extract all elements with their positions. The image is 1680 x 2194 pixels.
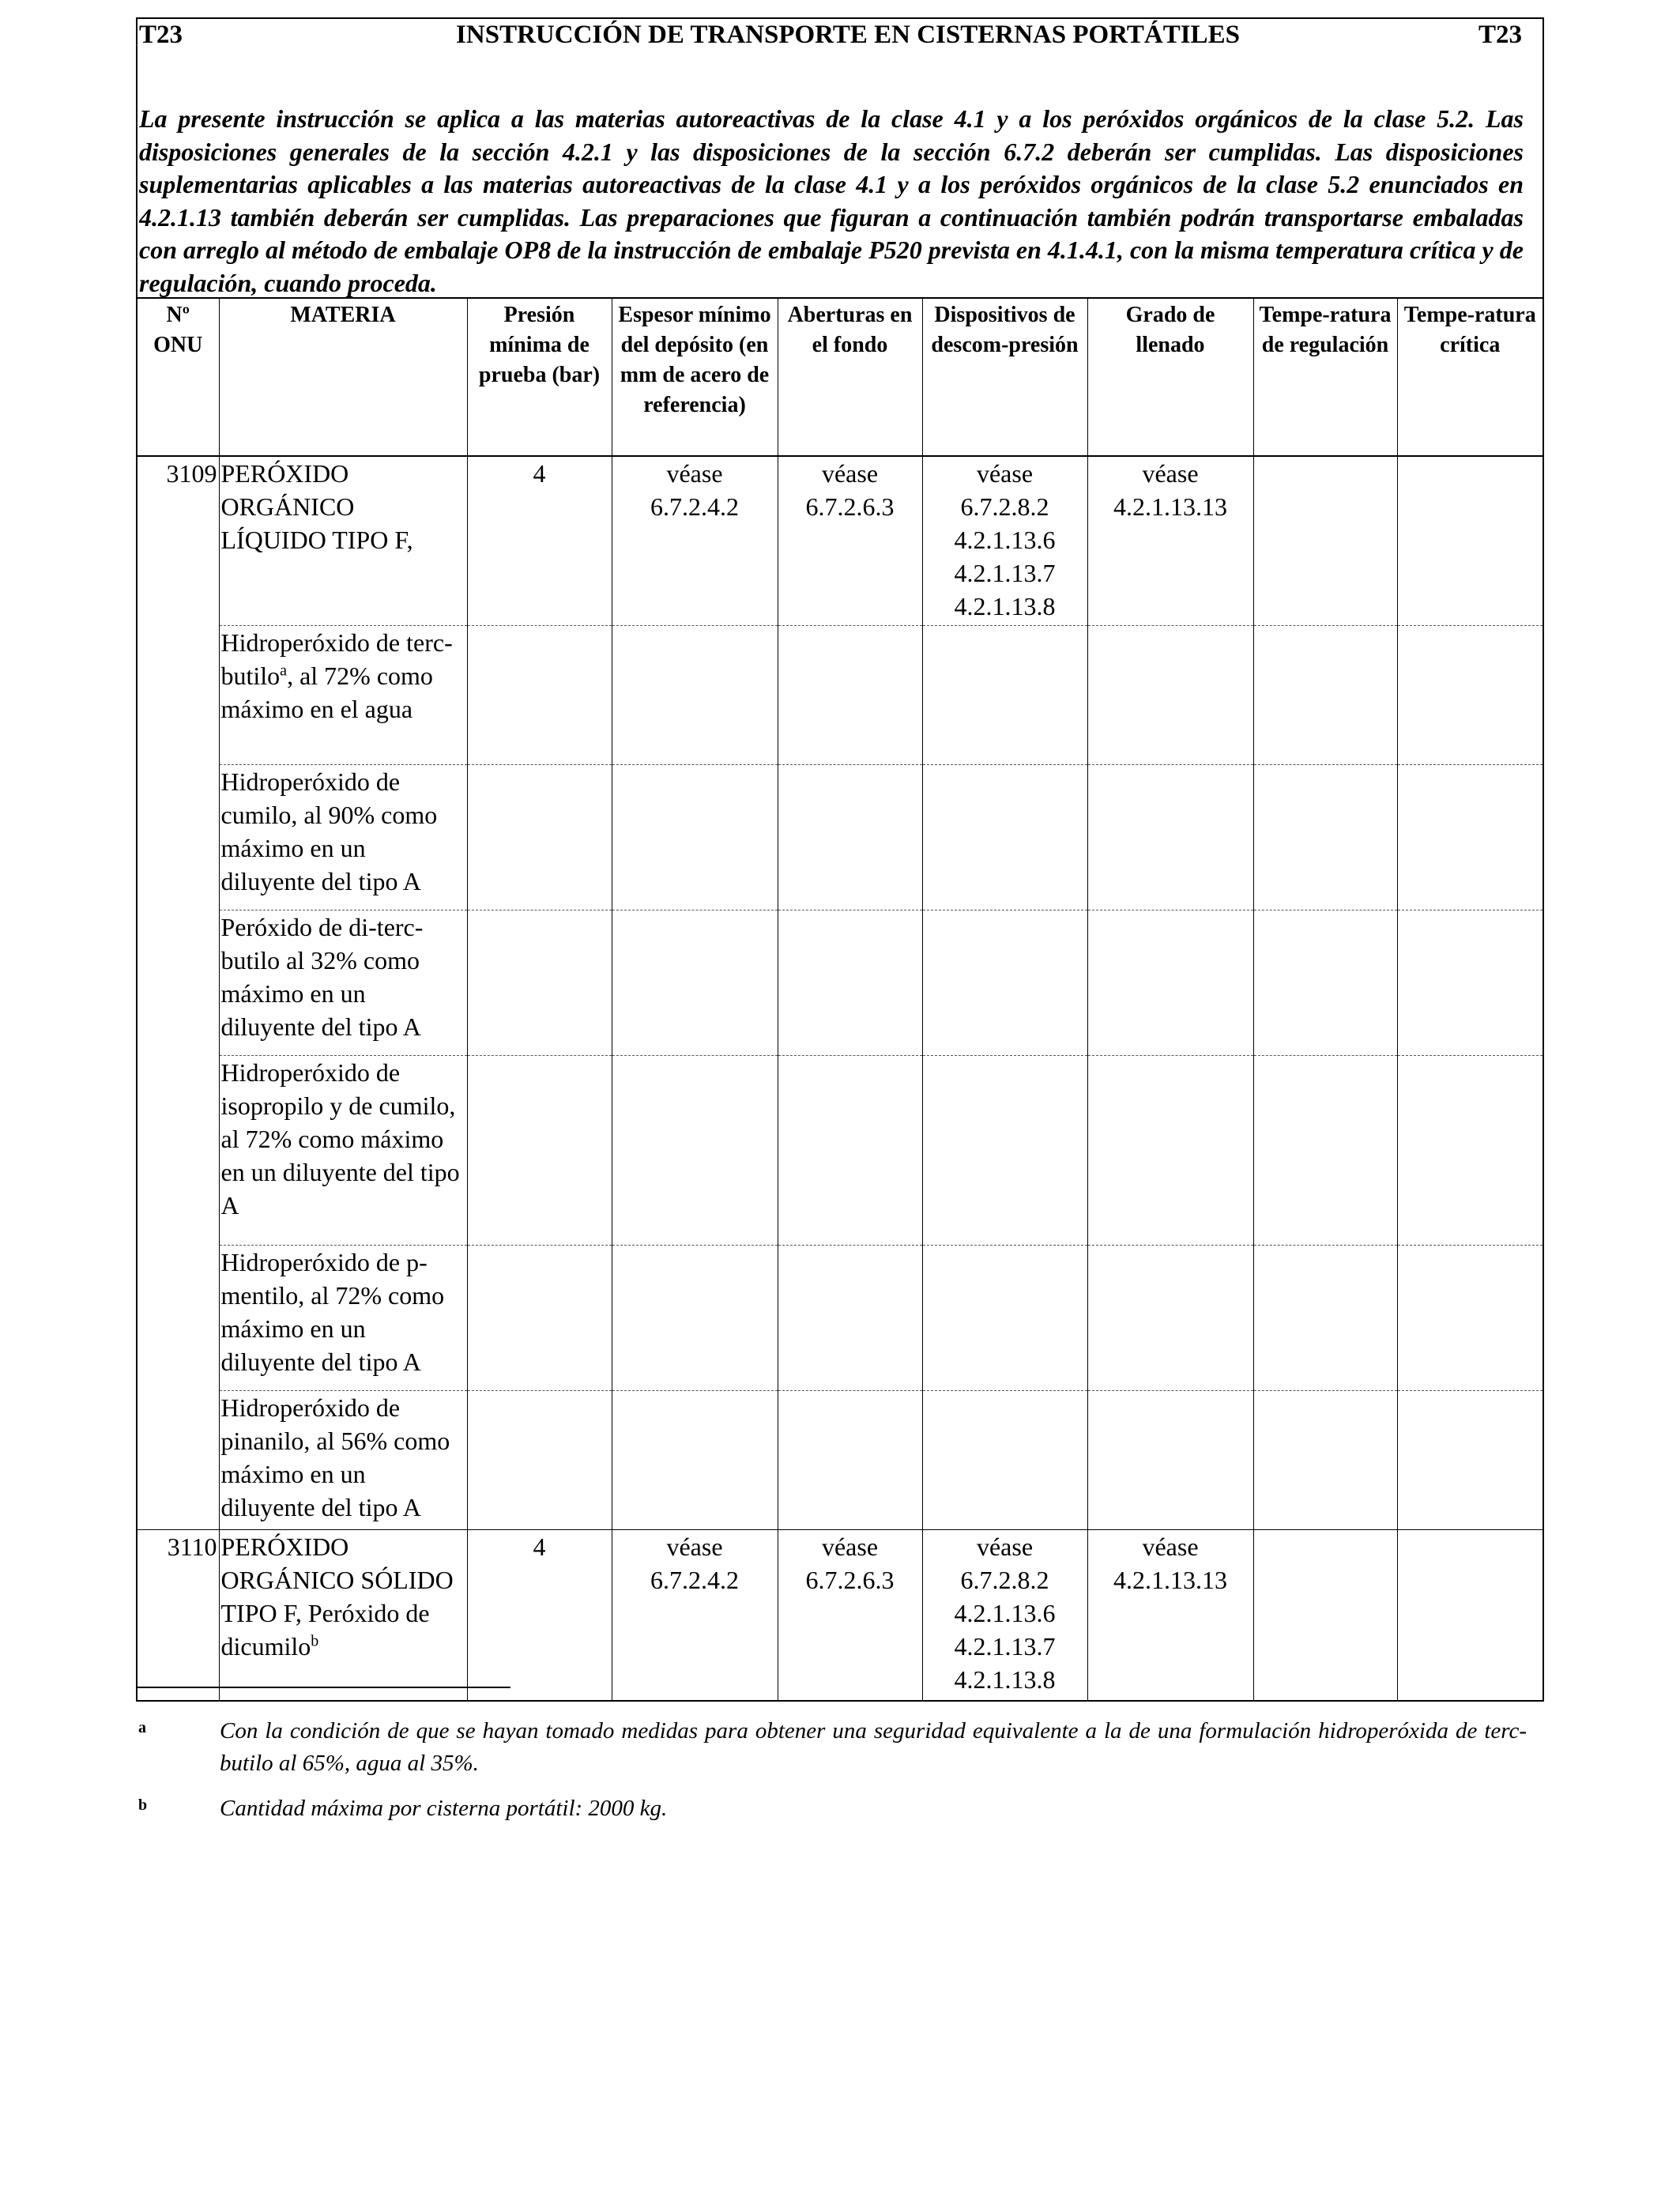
materia-sub-cell: Peróxido de di-terc-butilo al 32% como máximo en un diluyente del tipo A	[219, 910, 467, 1055]
onu-number: 3110	[137, 1529, 219, 1700]
grado-cell	[1087, 456, 1253, 625]
aberturas-cell	[778, 1529, 922, 1700]
dispositivos-line: 4.2.1.13.6	[954, 1598, 1056, 1627]
header-temp-critica: Tempe-ratura crítica	[1397, 298, 1543, 456]
dispositivos-line: véase	[976, 459, 1034, 488]
footnote-a	[136, 1715, 1527, 1780]
footnote-ref-a: a	[280, 661, 288, 679]
temp-regulacion-cell	[1253, 1529, 1397, 1700]
table-header-row	[137, 298, 1543, 456]
grado-cell	[1087, 1529, 1253, 1700]
table-row	[137, 1529, 1543, 1700]
materia-sub-cell: Hidroperóxido de p-mentilo, al 72% como máximo en un diluyente del tipo A	[219, 1245, 467, 1390]
header-materia: MATERIA	[219, 298, 467, 456]
temp-critica-cell	[1397, 456, 1543, 625]
intro-paragraph: La presente instrucción se aplica a las materias autoreactivas de la clase 4.1 y a los peróxidos orgánicos de la clase 5.2. Las disposiciones generales de la sección 4.2.1 y las disposiciones de la sección 6.7.2 deberán ser cumplidas. Las disposiciones suplementarias aplicables a las materias autoreactivas de la clase 4.1 y a los peróxidos orgánicos de la clase 5.2 enunciados en 4.2.1.13 también deberán ser cumplidas. Las preparaciones que figuran a continuación también podrán transportarse embaladas con arreglo al método de embalaje OP8 de la instrucción de embalaje P520 prevista en 4.1.4.1, con la misma temperatura crítica y de regulación, cuando proceda.	[139, 104, 1524, 297]
dispositivos-line: véase	[976, 1532, 1034, 1561]
footnote-mark: b	[138, 1796, 148, 1814]
materia-sub-text: , al 72% como máximo en el agua	[220, 661, 433, 723]
espesor-line: véase	[666, 459, 723, 488]
header-espesor: Espesor mínimo del depósito (en mm de acero de referencia)	[612, 298, 778, 456]
aberturas-line: véase	[821, 1532, 879, 1561]
materia-sub-cell	[219, 625, 467, 764]
espesor-line: véase	[666, 1532, 723, 1561]
temp-regulacion-cell	[1253, 456, 1397, 625]
tank-instruction-table	[137, 297, 1543, 1700]
materia-sub-cell: Hidroperóxido de pinanilo, al 56% como máximo en un diluyente del tipo A	[219, 1390, 467, 1529]
instruction-title: INSTRUCCIÓN DE TRANSPORTE EN CISTERNAS PORTÁTILES	[456, 21, 1240, 49]
grado-line: véase	[1142, 1532, 1199, 1561]
footnote-text: Cantidad máxima por cisterna portátil: 2000 kg.	[220, 1796, 668, 1821]
dispositivos-line: 6.7.2.8.2	[960, 492, 1049, 521]
materia-sub-cell: Hidroperóxido de cumilo, al 90% como máximo en un diluyente del tipo A	[219, 764, 467, 910]
header-dispositivos: Dispositivos de descom-presión	[922, 298, 1087, 456]
materia-sub-text: Hidroperóxido de terc-butilo	[220, 628, 453, 690]
instruction-frame	[136, 17, 1544, 1702]
materia-cell: PERÓXIDO ORGÁNICO LÍQUIDO TIPO F,	[219, 456, 467, 625]
header-temp-regulacion: Tempe-ratura de regulación	[1253, 298, 1397, 456]
header-aberturas: Aberturas en el fondo	[778, 298, 922, 456]
espesor-cell	[612, 456, 778, 625]
table-row	[137, 1245, 1543, 1390]
footnote-ref-b: b	[311, 1631, 319, 1649]
dispositivos-cell	[922, 1529, 1087, 1700]
table-row	[137, 910, 1543, 1055]
dispositivos-line: 4.2.1.13.7	[954, 559, 1056, 587]
espesor-line: 6.7.2.4.2	[650, 492, 739, 521]
dispositivos-line: 6.7.2.8.2	[960, 1565, 1049, 1594]
grado-line: 4.2.1.13.13	[1113, 492, 1227, 521]
aberturas-line: 6.7.2.6.3	[805, 492, 895, 521]
table-row	[137, 456, 1543, 625]
temp-critica-cell	[1397, 1529, 1543, 1700]
table-row	[137, 1055, 1543, 1245]
presion-cell: 4	[467, 456, 612, 625]
header-onu: Nº ONU	[137, 298, 219, 456]
materia-cell	[219, 1529, 467, 1700]
aberturas-line: véase	[821, 459, 879, 488]
footnote-rule	[136, 1687, 510, 1688]
dispositivos-line: 4.2.1.13.8	[954, 1664, 1056, 1694]
footnote-mark: a	[138, 1719, 146, 1736]
espesor-cell	[612, 1529, 778, 1700]
materia-text: PERÓXIDO ORGÁNICO SÓLIDO TIPO F, Peróxido de dicumilo	[220, 1532, 454, 1661]
table-row	[137, 1390, 1543, 1529]
materia-sub-cell: Hidroperóxido de isopropilo y de cumilo, al 72% como máximo en un diluyente del tipo A	[219, 1055, 467, 1245]
instruction-code-left: T23	[139, 21, 183, 49]
grado-line: 4.2.1.13.13	[1113, 1565, 1227, 1594]
table-row	[137, 764, 1543, 910]
onu-number: 3109	[166, 459, 217, 488]
espesor-line: 6.7.2.4.2	[650, 1565, 739, 1594]
header-grado: Grado de llenado	[1087, 298, 1253, 456]
aberturas-line: 6.7.2.6.3	[805, 1565, 895, 1594]
dispositivos-cell	[922, 456, 1087, 625]
footnote-b	[136, 1793, 1527, 1825]
table-row	[137, 625, 1543, 764]
header-presion: Presión mínima de prueba (bar)	[467, 298, 612, 456]
dispositivos-line: 4.2.1.13.6	[954, 526, 1056, 554]
footnote-text: Con la condición de que se hayan tomado medidas para obtener una seguridad equivalente a la de una formulación hidroperóxida de terc-butilo al 65%, agua al 35%.	[220, 1718, 1527, 1776]
dispositivos-line: 4.2.1.13.7	[954, 1631, 1056, 1661]
presion-cell: 4	[467, 1529, 612, 1700]
title-bar	[137, 19, 1543, 55]
grado-line: véase	[1142, 459, 1199, 488]
instruction-code-right: T23	[1478, 21, 1522, 49]
dispositivos-line: 4.2.1.13.8	[954, 592, 1056, 620]
aberturas-cell	[778, 456, 922, 625]
